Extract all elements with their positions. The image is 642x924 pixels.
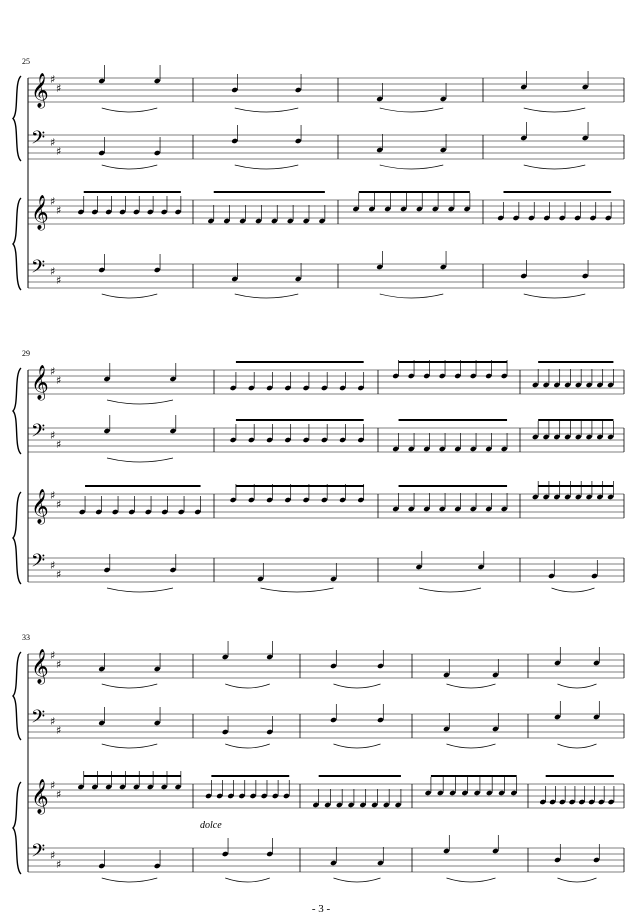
staff-brace — [13, 76, 21, 161]
notes — [77, 192, 612, 224]
key-sharp-icon: ♯ — [50, 265, 56, 278]
dynamic-marking: dolce — [200, 820, 222, 831]
treble-clef-icon: 𝄞 — [31, 73, 49, 108]
system-29 — [13, 349, 624, 592]
measure-number: 25 — [22, 57, 30, 66]
key-sharp-icon: ♯ — [56, 568, 62, 581]
notes — [98, 251, 589, 298]
key-sharp-icon: ♯ — [56, 438, 62, 451]
score-systems — [13, 57, 624, 882]
key-sharp-icon: ♯ — [56, 498, 62, 511]
bass-clef-icon: 𝄢 — [31, 707, 46, 732]
staff — [28, 779, 624, 815]
staff-brace — [13, 198, 21, 290]
notes — [98, 641, 600, 688]
notes — [98, 65, 589, 112]
key-sharp-icon: ♯ — [56, 204, 62, 217]
staff — [28, 489, 624, 525]
staff — [28, 707, 624, 738]
key-sharp-icon: ♯ — [56, 724, 62, 737]
key-sharp-icon: ♯ — [50, 715, 56, 728]
notes — [98, 835, 600, 882]
system-25 — [13, 57, 624, 298]
treble-clef-icon: 𝄞 — [31, 195, 49, 230]
key-sharp-icon: ♯ — [56, 858, 62, 871]
treble-clef-icon: 𝄞 — [31, 649, 49, 684]
notes — [98, 122, 589, 169]
notes — [79, 481, 615, 515]
key-sharp-icon: ♯ — [50, 136, 56, 149]
staff-brace — [13, 652, 21, 740]
bass-clef-icon: 𝄢 — [31, 551, 46, 576]
staff-brace — [13, 492, 21, 584]
key-sharp-icon: ♯ — [50, 559, 56, 572]
key-sharp-icon: ♯ — [56, 658, 62, 671]
key-sharp-icon: ♯ — [50, 489, 56, 502]
key-sharp-icon: ♯ — [56, 374, 62, 387]
key-sharp-icon: ♯ — [56, 274, 62, 287]
key-sharp-icon: ♯ — [50, 779, 56, 792]
staff — [28, 128, 624, 159]
key-sharp-icon: ♯ — [50, 649, 56, 662]
key-sharp-icon: ♯ — [50, 429, 56, 442]
staff-brace — [13, 782, 21, 874]
key-sharp-icon: ♯ — [50, 195, 56, 208]
bass-clef-icon: 𝄢 — [31, 841, 46, 866]
key-sharp-icon: ♯ — [50, 365, 56, 378]
measure-number: 29 — [22, 349, 30, 358]
key-sharp-icon: ♯ — [56, 82, 62, 95]
page-number: - 3 - — [311, 903, 331, 915]
treble-clef-icon: 𝄞 — [31, 365, 49, 400]
staff — [28, 257, 624, 288]
bass-clef-icon: 𝄢 — [31, 257, 46, 282]
bass-clef-icon: 𝄢 — [31, 421, 46, 446]
staff — [28, 195, 624, 231]
staff — [28, 73, 624, 109]
notes — [103, 551, 598, 592]
staff — [28, 551, 624, 582]
key-sharp-icon: ♯ — [56, 788, 62, 801]
staff — [28, 649, 624, 685]
measure-number: 33 — [22, 633, 30, 642]
notes — [98, 701, 600, 748]
system-33 — [13, 633, 624, 882]
notes — [103, 415, 614, 462]
staff-brace — [13, 368, 21, 454]
key-sharp-icon: ♯ — [50, 849, 56, 862]
treble-clef-icon: 𝄞 — [31, 779, 49, 814]
notes — [77, 771, 614, 808]
key-sharp-icon: ♯ — [56, 145, 62, 158]
staff — [28, 841, 624, 872]
key-sharp-icon: ♯ — [50, 73, 56, 86]
bass-clef-icon: 𝄢 — [31, 128, 46, 153]
treble-clef-icon: 𝄞 — [31, 489, 49, 524]
